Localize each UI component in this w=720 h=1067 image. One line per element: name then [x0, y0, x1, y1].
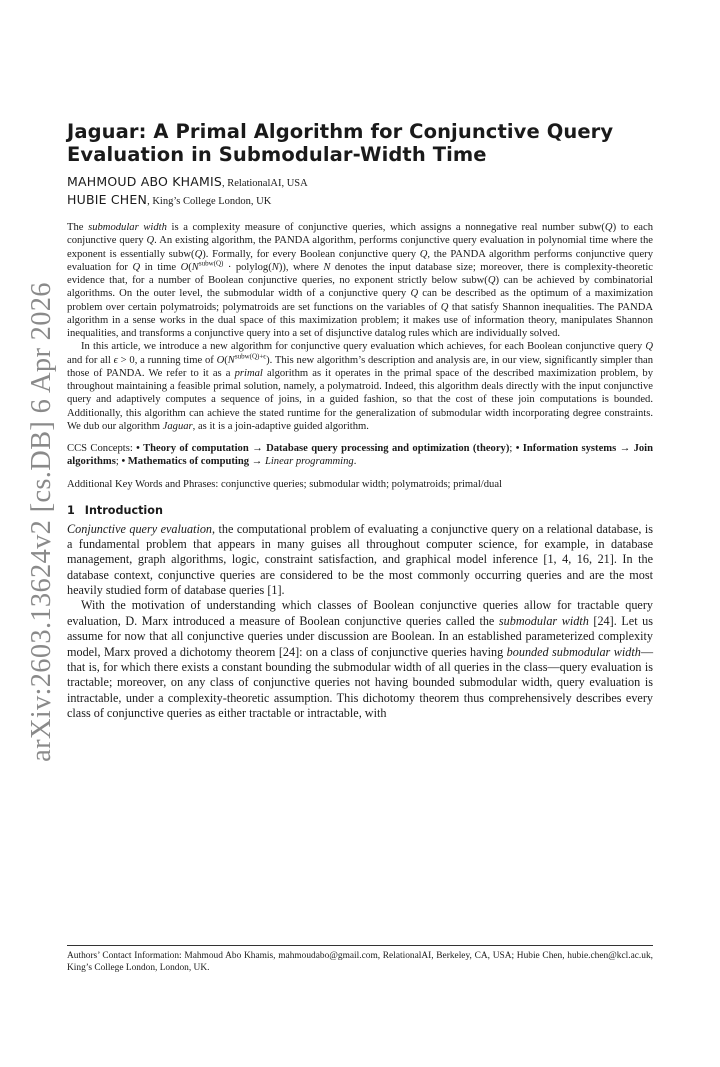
section-heading: [67, 504, 653, 518]
body-paragraph: Conjunctive query evaluation, the computational problem of evaluating a conjunctive query on a relational database, is a fundamental problem that appears in many guises all throughout computer science, for example, in database management, graph algorithms, logic, constraint satisfaction, and graphical model inference [1, 4, 16, 21]. In the database context, conjunctive queries are considered to be the most commonly occurring queries and are the most heavily studied form of database queries [1].: [67, 521, 653, 598]
ccs-concepts: CCS Concepts: • Theory of computation → Database query processing and optimization (theory); • Information systems → Join algorithms; • Mathematics of computing → Linear programming.: [67, 443, 654, 468]
abstract-paragraph: In this article, we introduce a new algorithm for conjunctive query evaluation which achieves, for each Boolean conjunctive query Q and for all ϵ > 0, a running time of $O(N^{subw(Q)+\epsilon})$. This new algorithm’s description and analysis are, in our view, significantly simpler than those of PANDA. We refer to it as a primal algorithm as it operates in the primal space of the described maximization problem, by throughout maintaining a feasible primal solution, namely, a polymatroid. Indeed, this algorithm deals directly with the input conjunctive query and adaptively computes a sequence of joins, in a guided fashion, so that the cost of these join computations is bounded. Additionally, this algorithm can achieve the stated runtime for the generalization of submodular width incorporating degree constraints. We dub our algorithm Jaguar, as it is a join-adaptive guided algorithm.: [67, 341, 653, 432]
paper-content: [67, 120, 653, 721]
keywords: Additional Key Words and Phrases: conjunctive queries; submodular width; polymatroids; primal/dual: [67, 478, 502, 490]
abstract: [67, 221, 653, 433]
paper-title: Jaguar: A Primal Algorithm for Conjunctive Query Evaluation in Submodular-Width Time: [67, 120, 614, 166]
author-affiliation: , RelationalAI, USA: [221, 178, 308, 189]
author-line: [67, 174, 653, 192]
section-number: 1: [67, 503, 75, 517]
author-line: [67, 192, 653, 210]
arxiv-sidebar: [22, 282, 62, 762]
author-contact-footnote: Authors’ Contact Information: Mahmoud Abo Khamis, mahmoudabo@gmail.com, RelationalAI, Berkeley, CA, USA; Hubie Chen, hubie.chen@kcl.ac.uk, King’s College London, London, UK.: [67, 945, 653, 974]
author-name: MAHMOUD ABO KHAMIS: [67, 174, 222, 189]
author-name: HUBIE CHEN: [67, 192, 148, 207]
abstract-paragraph: The submodular width is a complexity measure of conjunctive queries, which assigns a nonnegative real number subw(Q) to each conjunctive query Q. An existing algorithm, the PANDA algorithm, performs conjunctive query evaluation in polynomial time where the exponent is essentially subw(Q). Formally, for every Boolean conjunctive query Q, the PANDA algorithm performs conjunctive query evaluation for Q in time $O(N^{subw(Q)}$ · polylog(N)), where N denotes the input database size; moreover, there is complexity-theoretic evidence that, for a number of Boolean conjunctive queries, no exponent strictly below subw(Q) can be achieved by combinatorial algorithms. On the outer level, the submodular width of a conjunctive query Q can be described as the optimum of a maximization problem over certain polymatroids; polymatroids are set functions on the variables of Q that satisfy Shannon inequalities. The PANDA algorithm in a sense works in the dual space of this maximization problem; it makes use of information theory, manipulates Shannon inequalities, and transforms a conjunctive query into a set of disjunctive datalog rules which are individually solved.: [67, 222, 653, 339]
author-affiliation: , King’s College London, UK: [147, 196, 272, 207]
arxiv-identifier: arXiv:2603.13624v2 [cs.DB] 6 Apr 2026: [26, 282, 58, 762]
introduction-body: [67, 522, 653, 721]
body-paragraph: With the motivation of understanding which classes of Boolean conjunctive queries allow for tractable query evaluation, D. Marx introduced a measure of Boolean conjunctive queries called the submodular width [24]. Let us assume for now that all conjunctive queries under discussion are Boolean. In an established parameterized complexity model, Marx proved a dichotomy theorem [24]: on a class of conjunctive queries having bounded submodular width—that is, for which there exists a constant bounding the submodular width of all queries in the class—query evaluation is tractable; moreover, on any class of conjunctive queries not having bounded submodular width, query evaluation is intractable, under a complexity-theoretic assumption. This dichotomy theorem thus comprehensively describes every class of conjunctive queries as either tractable or intractable, with: [67, 598, 654, 720]
section-title: Introduction: [84, 503, 163, 517]
